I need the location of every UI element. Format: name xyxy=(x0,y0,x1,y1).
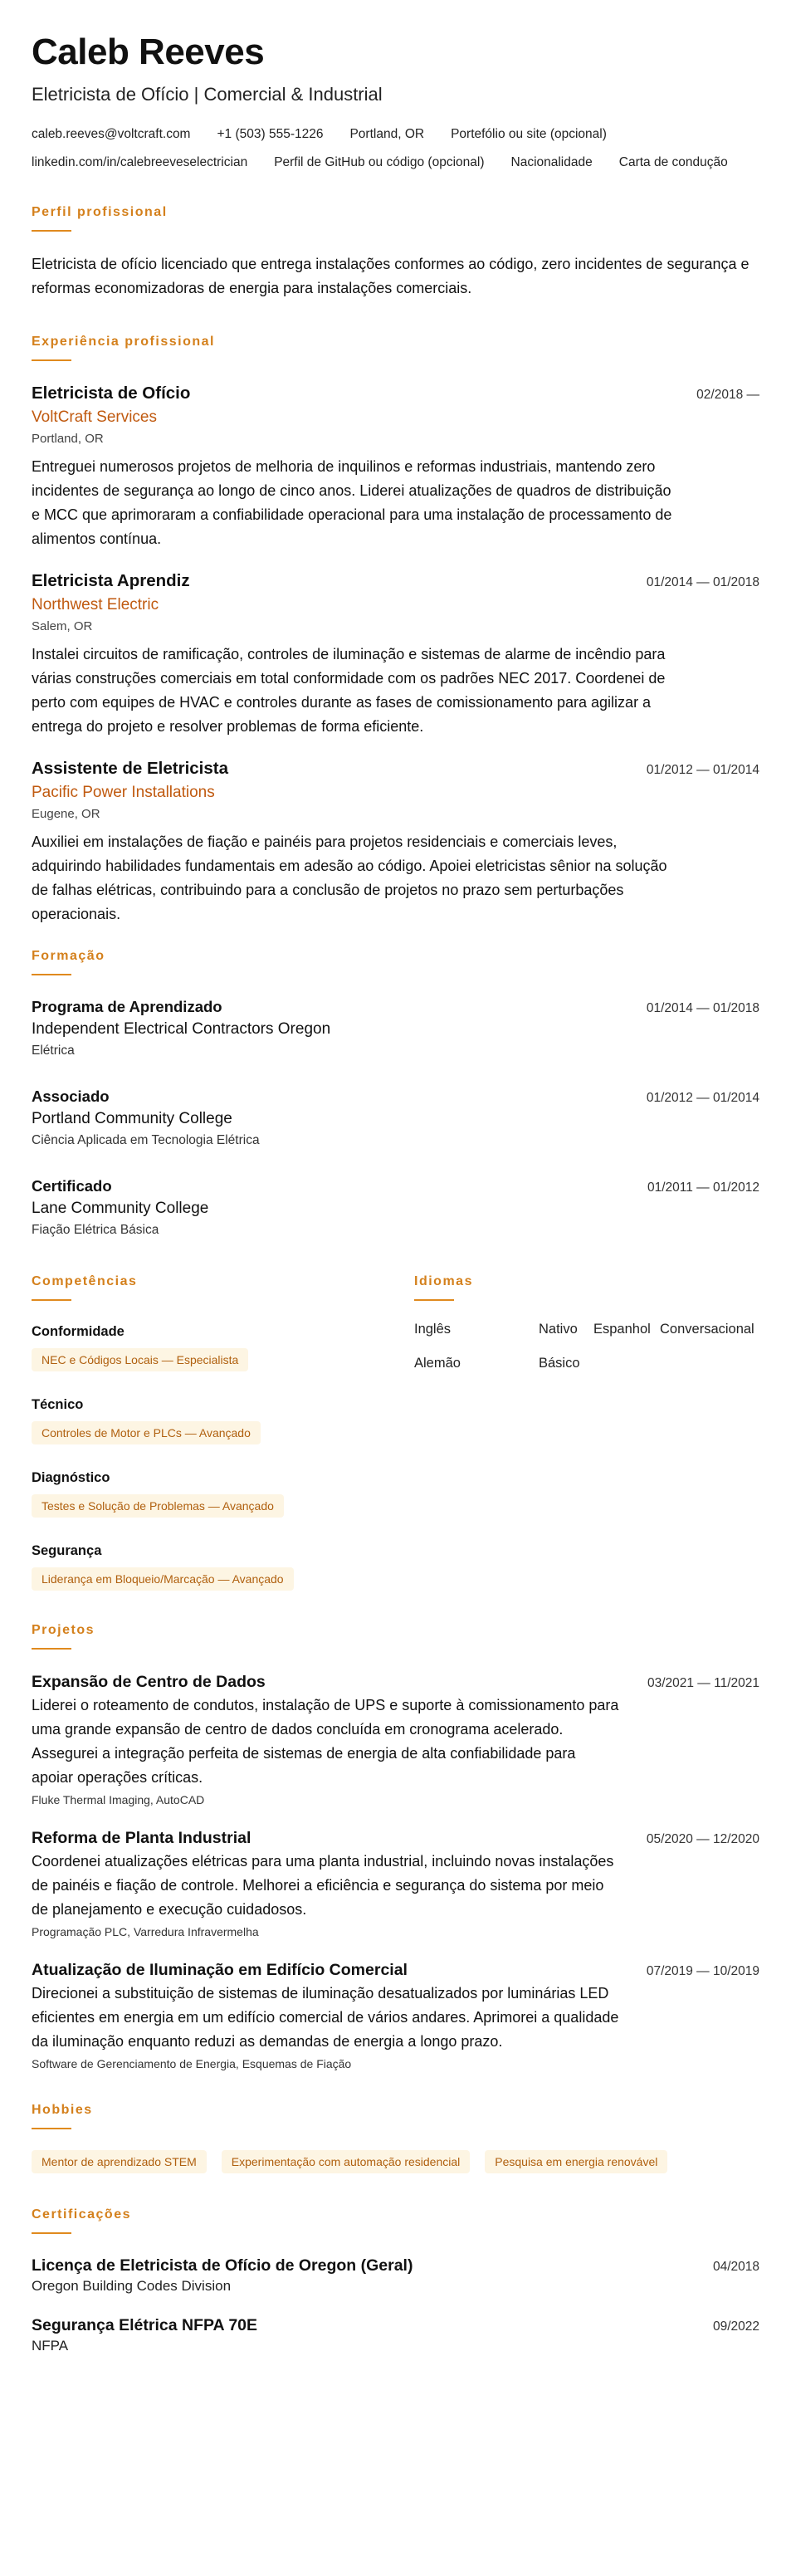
education-degree: Programa de Aprendizado xyxy=(32,998,222,1015)
section-divider xyxy=(32,1299,71,1301)
project-date: 07/2019 — 10/2019 xyxy=(646,1964,759,1978)
language-level: Conversacional xyxy=(660,1322,754,1337)
skill-category: Conformidade xyxy=(32,1324,125,1339)
education-field: Fiação Elétrica Básica xyxy=(32,1223,159,1237)
project-entry xyxy=(32,1670,759,1808)
section-title: Experiência profissional xyxy=(32,335,215,349)
contact-phone[interactable]: +1 (503) 555-1226 xyxy=(217,127,324,141)
education-degree: Associado xyxy=(32,1088,110,1105)
job-location: Eugene, OR xyxy=(32,807,100,821)
skill-category: Segurança xyxy=(32,1543,102,1558)
resume-header xyxy=(32,32,759,171)
job-location: Salem, OR xyxy=(32,619,93,633)
section-divider xyxy=(32,974,71,975)
job-company: VoltCraft Services xyxy=(32,408,157,426)
hobby-chip: Mentor de aprendizado STEM xyxy=(32,2150,207,2173)
job-title: Assistente de Eletricista xyxy=(32,759,228,778)
hobbies-section xyxy=(32,2102,759,2173)
projects-section xyxy=(32,1622,759,2072)
candidate-name: Caleb Reeves xyxy=(32,32,265,72)
project-date: 05/2020 — 12/2020 xyxy=(646,1832,759,1846)
project-title: Atualização de Iluminação em Edifício Comercial xyxy=(32,1961,408,1979)
certification-date: 09/2022 xyxy=(712,2319,759,2334)
section-title: Hobbies xyxy=(32,2103,93,2117)
job-location: Portland, OR xyxy=(32,432,104,446)
hobby-chip: Experimentação com automação residencial xyxy=(222,2150,470,2173)
skill-group xyxy=(32,1322,414,1395)
project-description: Coordenei atualizações elétricas para uma planta industrial, incluindo novas instalações de painéis e fiação de controle. Melhorei a eficiência e segurança do sistema por meio de planejamento e execução cuidadosos. xyxy=(32,1853,614,1918)
skill-category: Diagnóstico xyxy=(32,1470,110,1485)
education-entry xyxy=(32,996,759,1061)
education-section xyxy=(32,948,759,1240)
section-title: Competências xyxy=(32,1274,138,1288)
job-description: Instalei circuitos de ramificação, controles de iluminação e sistemas de alarme de incêndio para várias construções comerciais em total conformidade com os padrões NEC 2017. Coordenei de perto com equipes de HVAC e controles durante as fases de comissionamento para agilizar a entrega do projeto e resolver problemas de forma eficiente. xyxy=(32,646,666,735)
education-entry xyxy=(32,1176,759,1240)
language-name: Inglês xyxy=(414,1322,452,1337)
contact-portfolio[interactable]: Portefólio ou site (opcional) xyxy=(451,127,607,141)
language-level: Nativo xyxy=(539,1322,578,1337)
job-description: Entreguei numerosos projetos de melhoria de inquilinos e reformas industriais, mantendo zero incidentes de segurança ao longo de cinco anos. Liderei atualizações de quadros de distribuição e MCC que aprimoraram a confiabilidade operacional para uma instalação de processamento de alimentos contínua. xyxy=(32,458,672,547)
education-degree: Certificado xyxy=(32,1177,112,1195)
languages-section xyxy=(414,1273,759,1591)
education-date: 01/2014 — 01/2018 xyxy=(646,1001,759,1015)
certification-issuer: Oregon Building Codes Division xyxy=(32,2278,232,2294)
languages-list xyxy=(414,1322,759,1371)
job-date: 01/2012 — 01/2014 xyxy=(646,763,759,777)
experience-section xyxy=(32,334,759,926)
project-title: Reforma de Planta Industrial xyxy=(32,1829,251,1847)
job-description: Auxiliei em instalações de fiação e painéis para projetos residenciais e comerciais leves, adquirindo habilidades fundamentais em adesão ao código. Apoiei eletricistas sênior na solução de falhas elétricas, contribuindo para a conclusão de projetos no prazo sem perturbações operacionais. xyxy=(32,833,667,922)
section-divider xyxy=(32,2232,71,2234)
education-field: Ciência Aplicada em Tecnologia Elétrica xyxy=(32,1133,260,1147)
skills-languages-row xyxy=(32,1273,759,1591)
project-tech: Fluke Thermal Imaging, AutoCAD xyxy=(32,1793,205,1806)
job-title: Eletricista Aprendiz xyxy=(32,571,190,590)
skill-group xyxy=(32,1468,414,1541)
skill-chip: Testes e Solução de Problemas — Avançado xyxy=(32,1494,284,1518)
contact-email[interactable]: caleb.reeves@voltcraft.com xyxy=(32,127,191,141)
hobby-chip: Pesquisa em energia renovável xyxy=(485,2150,667,2173)
skill-chip: NEC e Códigos Locais — Especialista xyxy=(32,1348,248,1371)
project-description: Direcionei a substituição de sistemas de iluminação desatualizados por luminárias LED eficientes em energia em um edifício comercial de vários andares. Aprimorei a qualidade da iluminação enquanto reduzi as demandas de energia a longo prazo. xyxy=(32,1985,619,2050)
experience-entry xyxy=(32,757,759,926)
project-date: 03/2021 — 11/2021 xyxy=(647,1676,759,1690)
hobbies-list xyxy=(32,2150,759,2173)
education-date: 01/2012 — 01/2014 xyxy=(646,1091,759,1105)
contact-driving-license: Carta de condução xyxy=(618,155,728,169)
project-title: Expansão de Centro de Dados xyxy=(32,1673,266,1691)
skill-chip: Liderança em Bloqueio/Marcação — Avançado xyxy=(32,1567,294,1591)
education-field: Elétrica xyxy=(32,1044,75,1058)
education-school: Lane Community College xyxy=(32,1200,209,1217)
section-divider xyxy=(32,230,71,232)
certification-entry xyxy=(32,2314,759,2356)
certification-title: Licença de Eletricista de Ofício de Oregon (Geral) xyxy=(32,2256,413,2275)
skill-chip: Controles de Motor e PLCs — Avançado xyxy=(32,1421,261,1444)
contact-github[interactable]: Perfil de GitHub ou código (opcional) xyxy=(274,155,485,169)
section-divider xyxy=(414,1299,454,1301)
section-title: Certificações xyxy=(32,2207,131,2222)
project-entry xyxy=(32,1958,759,2072)
language-name: Alemão xyxy=(414,1356,461,1371)
project-description: Liderei o roteamento de condutos, instalação de UPS e suporte à comissionamento para uma grande expansão de centro de dados concluída em cronograma acelerado. Assegurei a integração perfeita de sistemas de energia de alta confiabilidade para apoiar operações críticas. xyxy=(32,1697,619,1786)
section-divider xyxy=(32,359,71,361)
certification-issuer: NFPA xyxy=(32,2338,69,2354)
candidate-headline: Eletricista de Ofício | Comercial & Industrial xyxy=(32,84,383,105)
project-entry xyxy=(32,1826,759,1940)
certifications-section xyxy=(32,2207,759,2356)
job-title: Eletricista de Ofício xyxy=(32,384,191,403)
summary-section xyxy=(32,204,759,301)
skill-group xyxy=(32,1395,414,1468)
section-title: Idiomas xyxy=(414,1274,473,1288)
job-company: Pacific Power Installations xyxy=(32,784,215,801)
section-title: Formação xyxy=(32,949,105,963)
job-company: Northwest Electric xyxy=(32,596,159,613)
certification-date: 04/2018 xyxy=(712,2260,759,2274)
section-title: Perfil profissional xyxy=(32,205,168,219)
contact-linkedin[interactable]: linkedin.com/in/calebreeveselectrician xyxy=(32,155,248,169)
education-date: 01/2011 — 01/2012 xyxy=(647,1180,759,1195)
language-name: Espanhol xyxy=(593,1322,651,1337)
education-school: Portland Community College xyxy=(32,1110,232,1127)
education-entry xyxy=(32,1086,759,1151)
language-level: Básico xyxy=(539,1356,580,1371)
section-divider xyxy=(32,2128,71,2129)
job-date: 01/2014 — 01/2018 xyxy=(646,575,759,589)
section-title: Projetos xyxy=(32,1623,95,1637)
skill-category: Técnico xyxy=(32,1397,84,1412)
skills-section xyxy=(32,1273,414,1591)
education-school: Independent Electrical Contractors Oregon xyxy=(32,1020,331,1038)
certification-entry xyxy=(32,2255,759,2296)
job-date: 02/2018 — xyxy=(696,388,759,402)
project-tech: Programação PLC, Varredura Infravermelha xyxy=(32,1925,259,1938)
contact-list xyxy=(32,126,759,171)
experience-entry xyxy=(32,569,759,739)
contact-location: Portland, OR xyxy=(349,127,425,141)
project-tech: Software de Gerenciamento de Energia, Esquemas de Fiação xyxy=(32,2057,352,2070)
skill-group xyxy=(32,1541,414,1591)
section-divider xyxy=(32,1648,71,1650)
summary-text: Eletricista de ofício licenciado que entrega instalações conformes ao código, zero incidentes de segurança e reformas economizadoras de energia para instalações comerciais. xyxy=(32,256,749,296)
experience-entry xyxy=(32,382,759,551)
certification-title: Segurança Elétrica NFPA 70E xyxy=(32,2316,258,2334)
contact-nationality: Nacionalidade xyxy=(510,155,593,169)
